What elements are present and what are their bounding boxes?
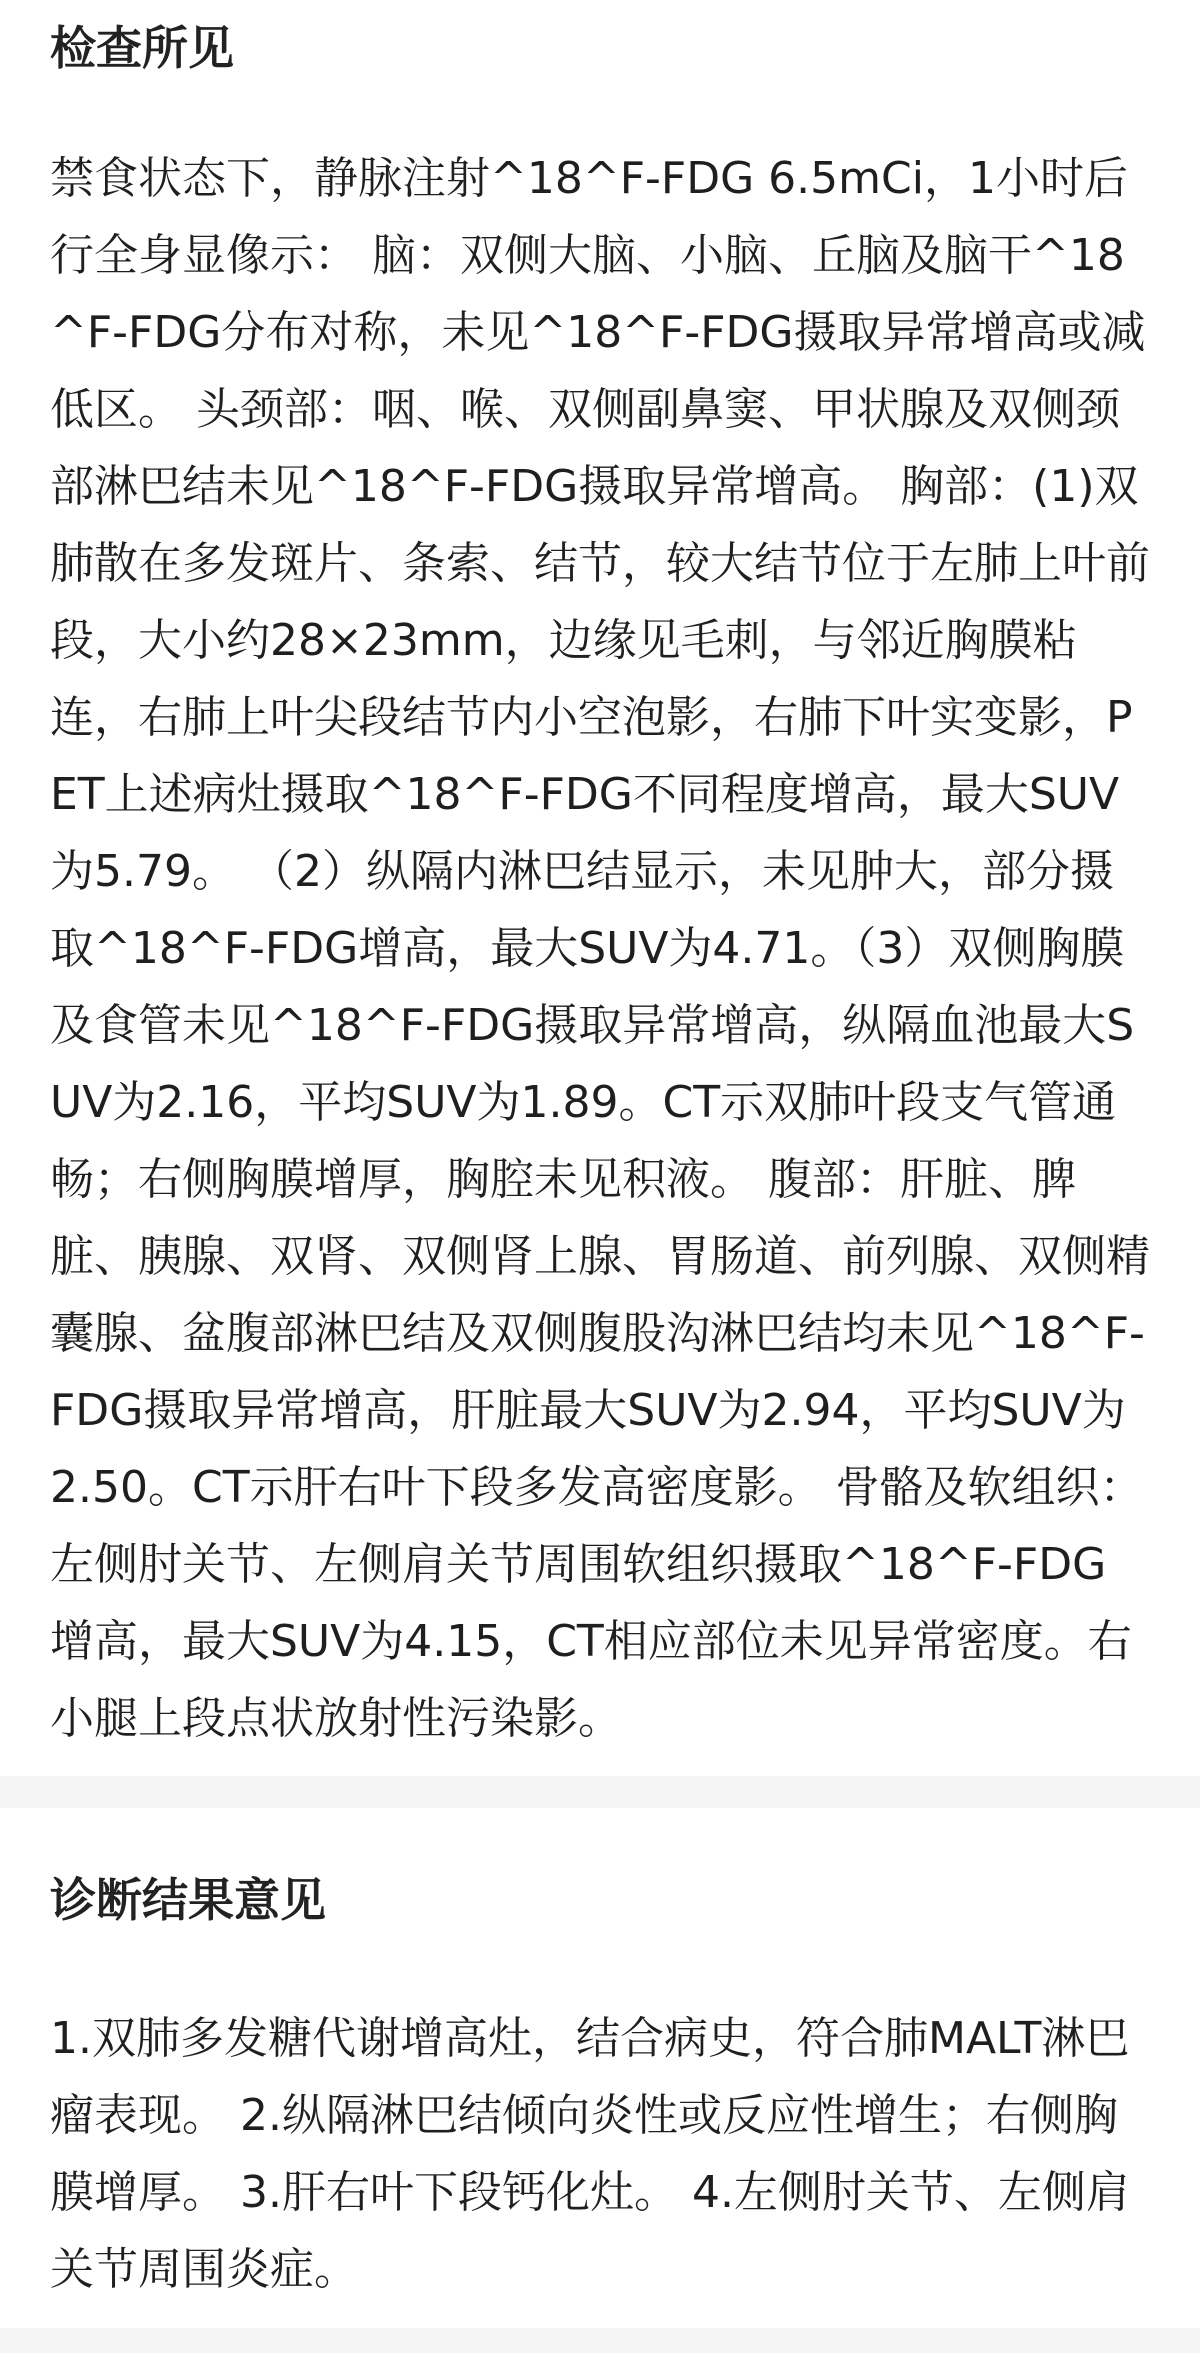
findings-title: 检查所见 xyxy=(50,21,234,75)
diagnosis-title: 诊断结果意见 xyxy=(50,1873,326,1927)
diagnosis-card xyxy=(0,1808,1200,2328)
diagnosis-text: 1.双肺多发糖代谢增高灶，结合病史，符合肺MALT淋巴瘤表现。 2.纵隔淋巴结倾向炎性或反应性增生；右侧胸膜增厚。 3.肝右叶下段钙化灶。 4.左侧肘关节、左侧肩关节周围炎症。 xyxy=(50,2013,1130,2295)
findings-text: 禁食状态下，静脉注射^18^F-FDG 6.5mCi，1小时后行全身显像示： 脑：双侧大脑、小脑、丘脑及脑干^18^F-FDG分布对称，未见^18^F-FDG摄取异常增高或减低区。 头颈部：咽、喉、双侧副鼻窦、甲状腺及双侧颈部淋巴结未见^18^F-FDG摄取异常增高。 胸部：(1)双肺散在多发斑片、条索、结节，较大结节位于左肺上叶前段，大小约28×23mm，边缘见毛刺，与邻近胸膜粘连，右肺上叶尖段结节内小空泡影，右肺下叶实变影，PET上述病灶摄取^18^F-FDG不同程度增高，最大SUV为5.79。 （2）纵隔内淋巴结显示，未见肿大，部分摄取^18^F-FDG增高，最大SUV为4.71。（3）双侧胸膜及食管未见^18^F-FDG摄取异常增高，纵隔血池最大SUV为2.16，平均SUV为1.89。CT示双肺叶段支气管通畅；右侧胸膜增厚，胸腔未见积液。 腹部：肝脏、脾脏、胰腺、双肾、双侧肾上腺、胃肠道、前列腺、双侧精囊腺、盆腹部淋巴结及双侧腹股沟淋巴结均未见^18^F-FDG摄取异常增高，肝脏最大SUV为2.94，平均SUV为2.50。CT示肝右叶下段多发高密度影。 骨骼及软组织：左侧肘关节、左侧肩关节周围软组织摄取^18^F-FDG增高，最大SUV为4.15，CT相应部位未见异常密度。右小腿上段点状放射性污染影。 xyxy=(50,153,1150,1744)
